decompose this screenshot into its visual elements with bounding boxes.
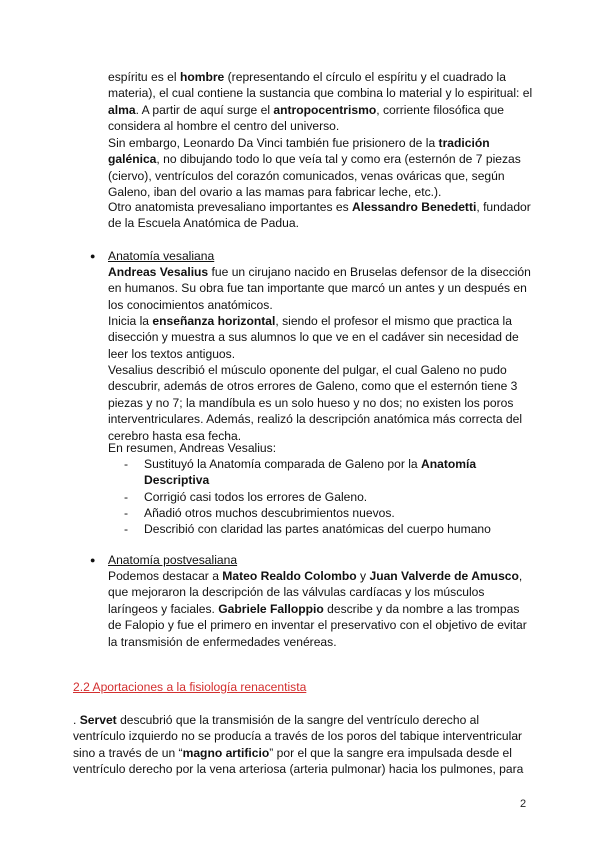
paragraph-vesalius-descubrimientos: Vesalius describió el músculo oponente del pulgar, el cual Galeno no pudo descubrir, además de otros errores de Galeno, como que el esternón tiene 3 piezas y no 7; la mandíbula es un solo hueso y no dos; no existen los poros interventriculares. Además, realizó la descripción anatómica más correcta del cerebro hasta esa fecha.: [108, 363, 523, 443]
paragraph-resumen: En resumen, Andreas Vesalius:: [108, 441, 277, 455]
dash-item-errores: Corrigió casi todos los errores de Galeno.: [144, 490, 368, 504]
bullet-title: Anatomía postvesaliana: [108, 553, 238, 567]
paragraph-leonardo: Sin embargo, Leonardo Da Vinci también fue prisionero de la tradición galénica, no dibujando todo lo que veía tal y como era (esternón de 7 piezas (ciervo), ventrículos del corazón comunicados, venas ováricas que, según Galeno, iban del ovario a las mamas para fabricar leche, etc.).: [108, 136, 521, 200]
dash-marker: -: [124, 490, 129, 504]
bullet-icon: ●: [90, 555, 96, 565]
paragraph-servet: . Servet descubrió que la transmisión de la sangre del ventrículo derecho al ventrículo izquierdo no se producía a través de los poros del tabique interventricular sino a través de un “magno artificio” por el que la sangre era impulsada desde el ventrículo derecho por la vena arteriosa (arteria pulmonar) hacia los pulmones, para: [73, 713, 524, 777]
bullet-icon: ●: [90, 251, 96, 261]
bullet-title: Anatomía vesaliana: [108, 249, 215, 263]
dash-marker: -: [124, 457, 129, 471]
page-number: 2: [520, 798, 527, 810]
dash-item-anatomia-descriptiva: Sustituyó la Anatomía comparada de Galeno por la Anatomía Descriptiva: [144, 457, 477, 488]
section-heading-fisiologia: 2.2 Aportaciones a la fisiología renacentista: [73, 680, 307, 694]
dash-item-partes-anatomicas: Describió con claridad las partes anatómicas del cuerpo humano: [144, 522, 491, 536]
dash-marker: -: [124, 506, 129, 520]
paragraph-hombre: espíritu es el hombre (representando el círculo el espíritu y el cuadrado la materia), el cual contiene la sustancia que combina lo material y lo espiritual: el alma. A partir de aquí surge el antropocentrismo, corriente filosófica que considera al hombre el centro del universo.: [108, 70, 533, 134]
paragraph-postvesaliana: Podemos destacar a Mateo Realdo Colombo y Juan Valverde de Amusco, que mejoraron la descripción de las válvulas cardíacas y los músculos laríngeos y faciales. Gabriele Falloppio describe y da nombre a las trompas de Falopio y fue el primero en inventar el preservativo con el objetivo de evitar la transmisión de enfermedades venéreas.: [108, 569, 527, 649]
bullet-anatomia-vesaliana: [90, 248, 214, 264]
dash-marker: -: [124, 522, 129, 536]
paragraph-vesalius-intro: Andreas Vesalius fue un cirujano nacido en Bruselas defensor de la disección en humanos. Su obra fue tan importante que marcó un antes y un después en los conocimientos anatómicos.: [108, 265, 531, 312]
paragraph-ensenanza: Inicia la enseñanza horizontal, siendo el profesor el mismo que practica la disección y muestra a sus alumnos lo que ve en el cadáver sin necesidad de leer los textos antiguos.: [108, 314, 519, 361]
bullet-anatomia-postvesaliana: [90, 552, 237, 568]
paragraph-benedetti: Otro anatomista prevesaliano importantes es Alessandro Benedetti, fundador de la Escuela Anatómica de Padua.: [108, 200, 531, 231]
dash-item-descubrimientos: Añadió otros muchos descubrimientos nuevos.: [144, 506, 395, 520]
